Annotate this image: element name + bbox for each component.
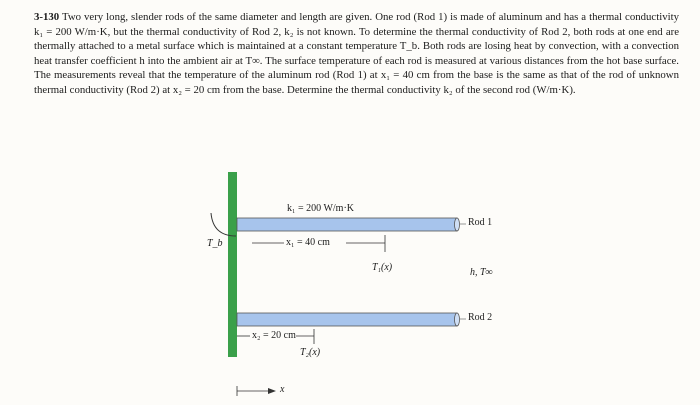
- problem-number: 3-130: [34, 11, 60, 23]
- t1-label: T₁(x): [372, 262, 393, 273]
- rod-2-label: Rod 2: [468, 312, 493, 323]
- k1-label: k₁ = 200 W/m·K: [287, 203, 354, 214]
- x2-label: x₂ = 20 cm: [252, 330, 296, 341]
- tb-label: T_b: [207, 238, 223, 249]
- x1-label: x₁ = 40 cm: [286, 237, 330, 248]
- problem-body: Two very long, slender rods of the same diameter and length are given. One rod (Rod 1) is made of aluminum and has a thermal conductivity k₁ = 200 W/m·K, but the thermal conductivity of Rod 2, k₂ is not known. To determine the thermal conductivity of Rod 2, both rods at one end are thermally attached to a metal surface which is maintained at a constant temperature T_b. Both rods are losing heat by convection, with a convection heat transfer coefficient h into the ambient air at T∞. The surface temperature of each rod is measured at various distances from the hot base surface. The measurements reveal that the temperature of the aluminum rod (Rod 1) at x₁ = 40 cm from the base is the same as that of the rod of unknown thermal conductivity (Rod 2) at x₂ = 20 cm from the base. Determine the thermal conductivity k₂ of the second rod (W/m·K).: [34, 11, 679, 96]
- x-axis-label: x: [280, 384, 285, 395]
- rod-1-end: [455, 218, 460, 231]
- rod-1: [237, 218, 457, 231]
- rod-2: [237, 313, 457, 326]
- base-wall: [228, 172, 237, 357]
- h-tinf-label: h, T∞: [470, 267, 493, 278]
- rod-2-end: [455, 313, 460, 326]
- rod-1-label: Rod 1: [468, 217, 493, 228]
- t2-label: T₂(x): [300, 347, 321, 358]
